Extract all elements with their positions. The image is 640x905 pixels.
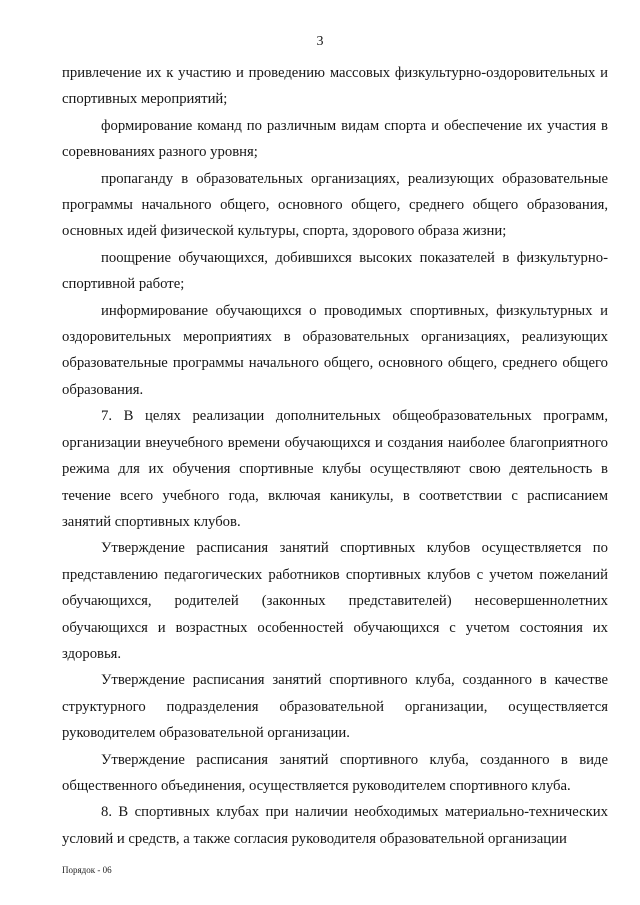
paragraph-4: поощрение обучающихся, добившихся высоких показателей в физкультурно-спортивной работе; — [62, 249, 608, 293]
paragraph-8: Утверждение расписания занятий спортивного клуба, созданного в качестве структурного подразделения образовательной организации, осуществляется руководителем образовательной организации. — [62, 672, 608, 742]
document-body — [62, 60, 608, 852]
paragraph-6: 7. В целях реализации дополнительных общеобразовательных программ, организации внеучебного времени обучающихся и создания наиболее благоприятного режима для их обучения спортивные клубы осуществляют свою деятельность в течение всего учебного года, включая каникулы, в соответствии с расписанием занятий спортивных клубов. — [62, 408, 608, 530]
page-footer: Порядок - 06 — [62, 865, 112, 875]
paragraph-9: Утверждение расписания занятий спортивного клуба, созданного в виде общественного объединения, осуществляется руководителем спортивного клуба. — [62, 751, 608, 794]
paragraph-5: информирование обучающихся о проводимых спортивных, физкультурных и оздоровительных мероприятиях в образовательных организациях, реализующих образовательные программы начального общего, основного общего, среднего общего образования. — [62, 302, 608, 398]
page-number: 3 — [316, 34, 324, 49]
paragraph-1: привлечение их к участию и проведению массовых физкультурно-оздоровительных и спортивных мероприятий; — [62, 65, 608, 108]
paragraph-3: пропаганду в образовательных организациях, реализующих образовательные программы начального общего, основного общего, среднего общего образования, основных идей физической культуры, спорта, здорового образа жизни; — [62, 170, 608, 240]
paragraph-10: 8. В спортивных клубах при наличии необходимых материально-технических условий и средств, а также согласия руководителя образовательной организации — [62, 804, 608, 847]
paragraph-7: Утверждение расписания занятий спортивных клубов осуществляется по представлению педагогических работников спортивных клубов с учетом пожеланий обучающихся, родителей (законных представителей) несовершеннолетних обучающихся и возрастных особенностей обучающихся с учетом состояния их здоровья. — [62, 540, 608, 662]
paragraph-2: формирование команд по различным видам спорта и обеспечение их участия в соревнованиях разного уровня; — [62, 117, 608, 161]
